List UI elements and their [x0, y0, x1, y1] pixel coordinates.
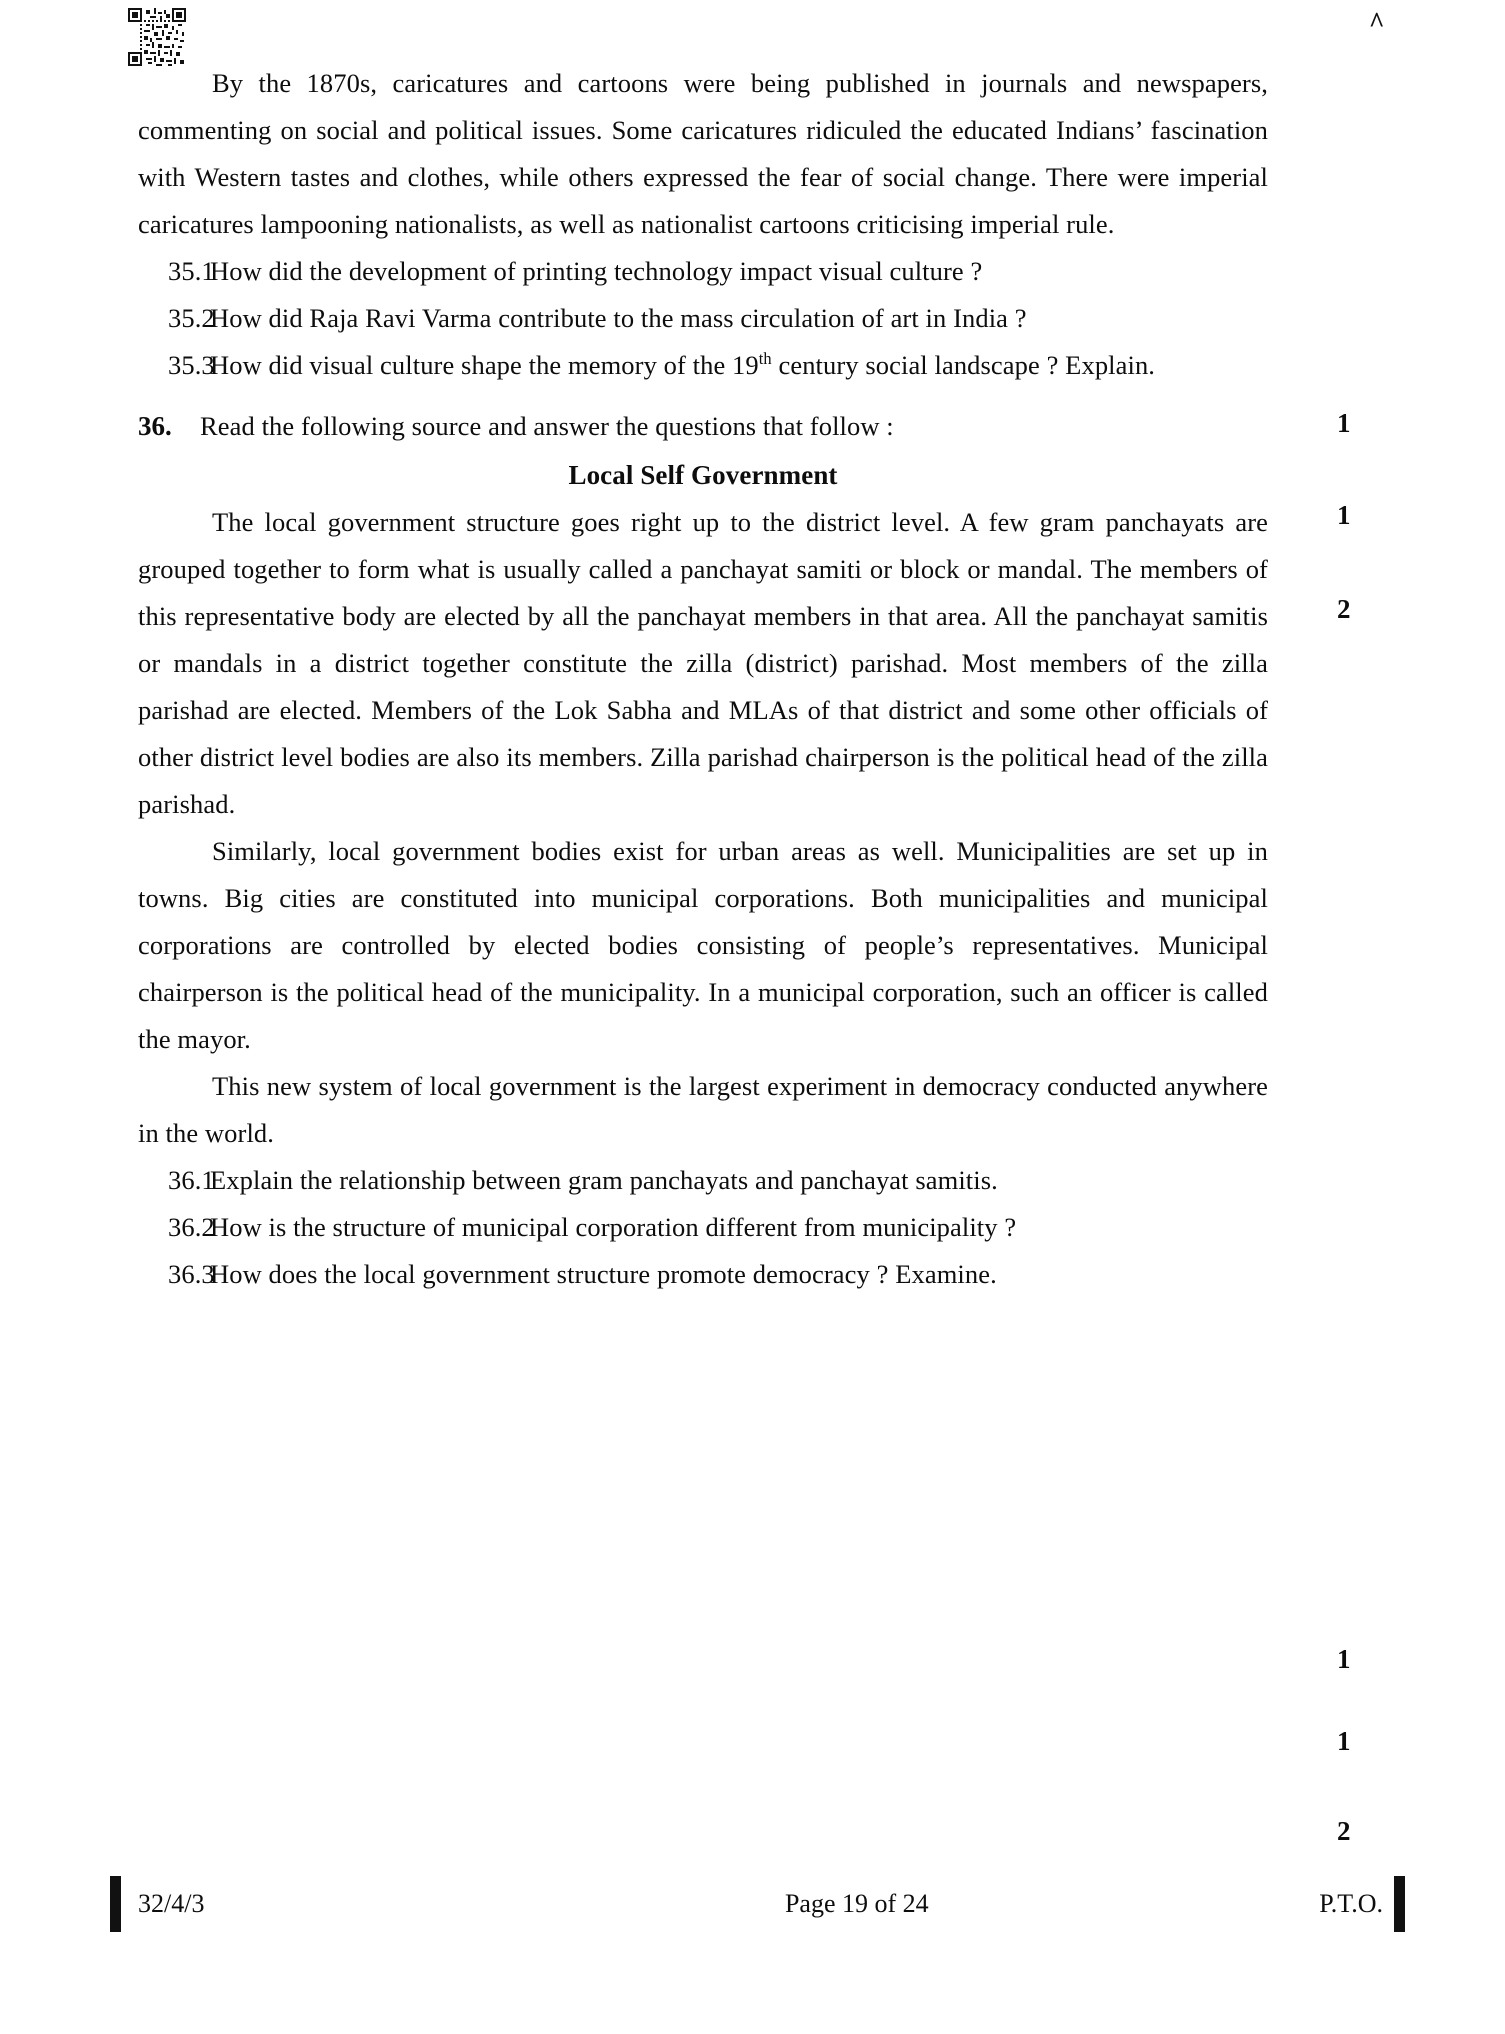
- source-paragraph-35: By the 1870s, caricatures and cartoons were being published in journals and newspapers, commenting on social and political issues. Some caricatures ridiculed the educated Indians’ fascination with Western tastes and clothes, while others expressed the fear of social change. There were imperial caricatures lampooning nationalists, as well as nationalist cartoons criticising imperial rule.: [138, 68, 1268, 239]
- sub-question-text: How is the structure of municipal corporation different from municipality ?: [210, 1212, 1017, 1242]
- qr-code-icon: [128, 8, 186, 66]
- marks-36-1: 1: [1337, 1644, 1351, 1674]
- source-heading: Local Self Government: [568, 460, 838, 490]
- sub-question-text: [210, 342, 1268, 389]
- sub-question-36-2: [138, 1204, 1268, 1251]
- sub-question-text-part1: How did visual culture shape the memory of the 19: [210, 350, 759, 380]
- source-paragraph-1: The local government structure goes right up to the district level. A few gram panchayats are grouped together to form what is usually called a panchayat samiti or block or mandal. The members of this representative body are elected by all the panchayat members in that area. All the panchayat samitis or mandals in a district together constitute the zilla (district) parishad. Most members of the zilla parishad are elected. Members of the Lok Sabha and MLAs of that district and some other officials of other district level bodies are also its members. Zilla parishad chairperson is the political head of the zilla parishad.: [138, 507, 1268, 819]
- sub-question-35-2: [138, 295, 1268, 342]
- sub-question-36-3: [138, 1251, 1268, 1298]
- sub-question-text: How did Raja Ravi Varma contribute to the mass circulation of art in India ?: [210, 303, 1027, 333]
- sub-question-35-1: [138, 248, 1268, 295]
- marks-35-3: 2: [1337, 594, 1351, 624]
- sub-question-number: 36.3: [168, 1259, 215, 1289]
- marks-36-3: 2: [1337, 1816, 1351, 1846]
- sub-question-35-3: [138, 342, 1268, 389]
- sub-question-text: How did the development of printing technology impact visual culture ?: [210, 256, 983, 286]
- question-number: 36.: [138, 411, 172, 441]
- sub-question-number: 36.2: [168, 1212, 215, 1242]
- sub-question-number: 35.3: [168, 350, 215, 380]
- paper-code: 32/4/3: [138, 1889, 205, 1918]
- sub-question-number: 35.1: [168, 256, 215, 286]
- sub-question-36-1: [138, 1157, 1268, 1204]
- source-paragraph-2: Similarly, local government bodies exist for urban areas as well. Municipalities are set up in towns. Big cities are constituted into municipal corporations. Both municipalities and municipal corporations are controlled by elected bodies consisting of people’s representatives. Municipal chairperson is the political head of the municipality. In a municipal corporation, such an officer is called the mayor.: [138, 836, 1268, 1054]
- caret-up-icon: ^: [1368, 6, 1385, 39]
- question-instruction: Read the following source and answer the questions that follow :: [200, 411, 894, 441]
- page-footer: [0, 1882, 1505, 1926]
- marks-36-2: 1: [1337, 1726, 1351, 1756]
- footer-bar-left: [110, 1876, 121, 1932]
- page-content: [138, 60, 1268, 1298]
- pto-label: P.T.O.: [1319, 1889, 1383, 1918]
- sub-question-text: Explain the relationship between gram panchayats and panchayat samitis.: [210, 1165, 998, 1195]
- sub-question-number: 36.1: [168, 1165, 215, 1195]
- sub-question-number: 35.2: [168, 303, 215, 333]
- ordinal-superscript: th: [758, 349, 772, 369]
- footer-bar-right: [1394, 1876, 1405, 1932]
- marks-35-1: 1: [1337, 408, 1351, 438]
- sub-question-text-part2: century social landscape ? Explain.: [771, 350, 1156, 380]
- question-36: [138, 403, 1268, 450]
- sub-question-text: How does the local government structure promote democracy ? Examine.: [210, 1259, 997, 1289]
- page-number: Page 19 of 24: [784, 1889, 929, 1918]
- source-paragraph-3: This new system of local government is the largest experiment in democracy conducted anywhere in the world.: [138, 1071, 1268, 1148]
- marks-35-2: 1: [1337, 500, 1351, 530]
